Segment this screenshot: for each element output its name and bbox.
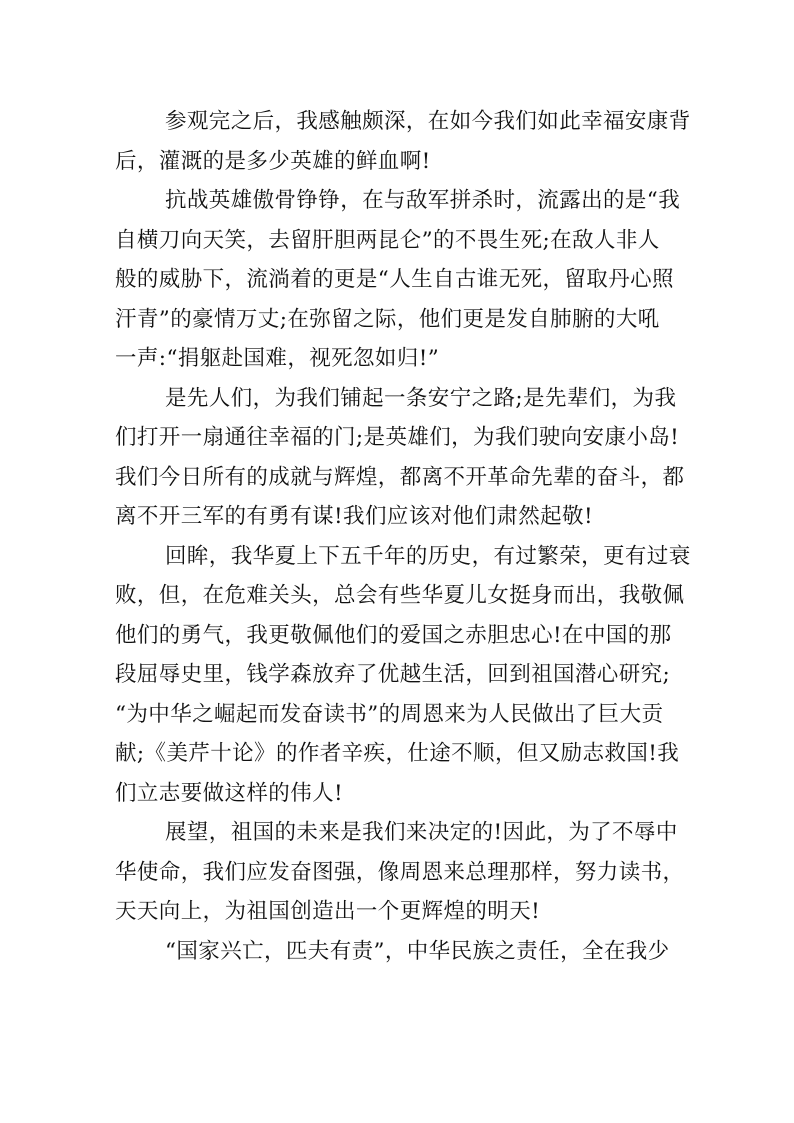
paragraph-line: “为中华之崛起而发奋读书”的周恩来为人民做出了巨大贡 xyxy=(115,701,664,727)
paragraph-line: 我们今日所有的成就与辉煌，都离不开革命先辈的奋斗，都 xyxy=(115,464,685,490)
paragraph-line: 们立志要做这样的伟人! xyxy=(115,780,344,806)
essay-body xyxy=(115,102,691,971)
paragraph-line: 段屈辱史里，钱学森放弃了优越生活，回到祖国潜心研究; xyxy=(115,662,671,687)
paragraph-first-line: 回眸，我华夏上下五千年的历史，有过繁荣，更有过衰 xyxy=(165,543,691,569)
paragraph-line: 汗青”的豪情万丈;在弥留之际，他们更是发自肺腑的大吼 xyxy=(115,306,660,332)
paragraph-first-line: “国家兴亡，匹夫有责”，中华民族之责任，全在我少 xyxy=(165,938,670,964)
paragraph-line: 自横刀向天笑，去留肝胆两昆仑”的不畏生死;在敌人非人 xyxy=(115,227,660,253)
paragraph-line: 华使命，我们应发奋图强，像周恩来总理那样，努力读书， xyxy=(115,859,685,885)
paragraph-line: 一声:“捐躯赴国难，视死忽如归!” xyxy=(115,346,440,371)
paragraph-line: 离不开三军的有勇有谋!我们应该对他们肃然起敬! xyxy=(115,504,593,529)
paragraph-line: 们打开一扇通往幸福的门;是英雄们，为我们驶向安康小岛! xyxy=(115,425,680,450)
paragraph-line: 般的威胁下，流淌着的更是“人生自古谁无死，留取丹心照 xyxy=(115,267,674,292)
paragraph-first-line: 参观完之后，我感触颇深，在如今我们如此幸福安康背 xyxy=(165,109,691,134)
paragraph-first-line: 抗战英雄傲骨铮铮，在与敌军拼杀时，流露出的是“我 xyxy=(165,188,681,213)
paragraph-line: 败，但，在危难关头，总会有些华夏儿女挺身而出，我敬佩 xyxy=(115,583,685,608)
paragraph-line: 后，灌溉的是多少英雄的鲜血啊! xyxy=(115,148,431,174)
paragraph-line: 天天向上，为祖国创造出一个更辉煌的明天! xyxy=(115,899,541,924)
paragraph-line: 他们的勇气，我更敬佩他们的爱国之赤胆忠心!在中国的那 xyxy=(115,622,672,648)
paragraph-first-line: 是先人们，为我们铺起一条安宁之路;是先辈们，为我 xyxy=(165,385,677,411)
paragraph-line: 献;《美芹十论》的作者辛疾，仕途不顺，但又励志救国!我 xyxy=(115,741,680,766)
paragraph-first-line: 展望，祖国的未来是我们来决定的!因此，为了不辱中 xyxy=(165,820,678,845)
